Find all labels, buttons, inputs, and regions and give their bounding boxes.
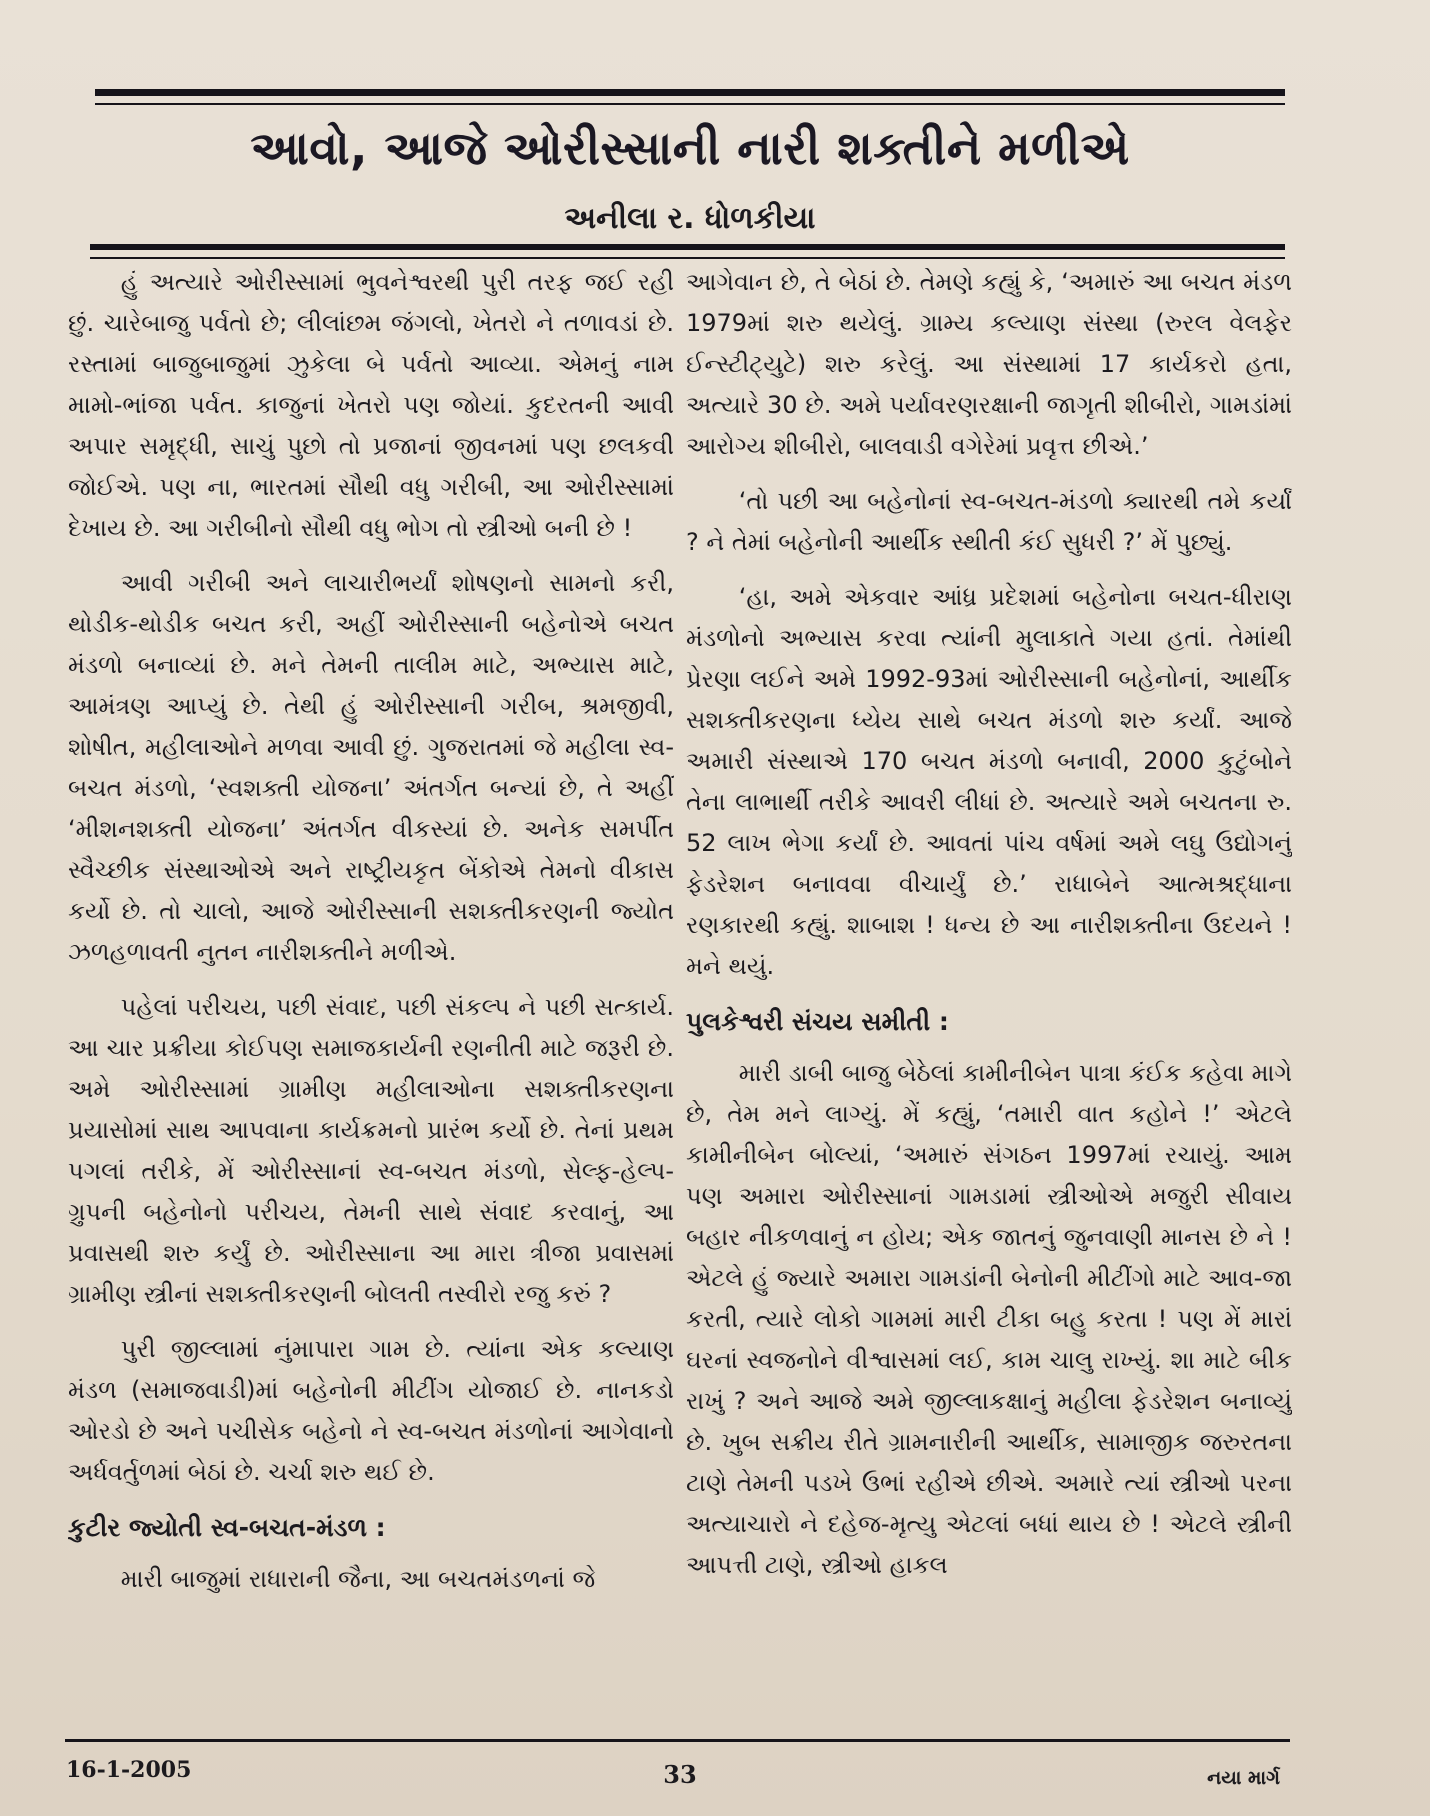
- paragraph: આગેવાન છે, તે બેઠાં છે. તેમણે કહ્યું કે, ‘અમારું આ બચત મંડળ 1979માં શરુ થયેલું. ગ્રામ્ય કલ્યાણ સંસ્થા (રુરલ વેલફેર ઈન્સ્ટીટ્યુટે) શરુ કરેલું. આ સંસ્થામાં 17 કાર્યકરો હતા, અત્યારે 30 છે. અમે પર્યાવરણરક્ષાની જાગૃતી શીબીરો, ગામડાંમાં આરોગ્ય શીબીરો, બાલવાડી વગેરેમાં પ્રવૃત્ત છીએ.’: [686, 268, 1292, 460]
- paragraph: હું અત્યારે ઓરીસ્સામાં ભુવનેશ્વરથી પુરી તરફ જઈ રહી છું. ચારેબાજુ પર્વતો છે; લીલાંછમ જંગલો, ખેતરો ને તળાવડાં છે. રસ્તામાં બાજુબાજુમાં ઝુકેલા બે પર્વતો આવ્યા. એમનું નામ મામો-ભાંજા પર્વત. કાજુનાં ખેતરો પણ જોયાં. કુદરતની આવી અપાર સમૃદ્ધી, સાચું પુછો તો પ્રજાનાં જીવનમાં પણ છલકવી જોઈએ. પણ ના, ભારતમાં સૌથી વધુ ગરીબી, આ ઓરીસ્સામાં દેખાય છે. આ ગરીબીનો સૌથી વધુ ભોગ તો સ્ત્રીઓ બની છે !: [68, 268, 674, 542]
- paragraph: પહેલાં પરીચય, પછી સંવાદ, પછી સંકલ્પ ને પછી સત્કાર્ય. આ ચાર પ્રક્રીયા કોઈપણ સમાજકાર્યની રણનીતી માટે જરૂરી છે. અમે ઓરીસ્સામાં ગ્રામીણ મહીલાઓના સશક્તીકરણના પ્રયાસોમાં સાથ આપવાના કાર્યક્રમનો પ્રારંભ કર્યો છે. તેનાં પ્રથમ પગલાં તરીકે, મેં ઓરીસ્સાનાં સ્વ-બચત મંડળો, સેલ્ફ-હેલ્પ-ગ્રુપની બહેનોનો પરીચય, તેમની સાથે સંવાદ કરવાનું, આ પ્રવાસથી શરુ કર્યું છે. ઓરીસ્સાના આ મારા ત્રીજા પ્રવાસમાં ગ્રામીણ સ્ત્રીનાં સશક્તીકરણની બોલતી તસ્વીરો રજુ કરું ?: [68, 993, 674, 1308]
- paragraph: ‘તો પછી આ બહેનોનાં સ્વ-બચત-મંડળો ક્યારથી તમે કર્યાં ? ને તેમાં બહેનોની આર્થીક સ્થીતી કંઈ સુધરી ?’ મેં પુછ્યું.: [686, 487, 1292, 556]
- paragraph: આવી ગરીબી અને લાચારીભર્યાં શોષણનો સામનો કરી, થોડીક-થોડીક બચત કરી, અહીં ઓરીસ્સાની બહેનોએ બચત મંડળો બનાવ્યાં છે. મને તેમની તાલીમ માટે, અભ્યાસ માટે, આમંત્રણ આપ્યું છે. તેથી હું ઓરીસ્સાની ગરીબ, શ્રમજીવી, શોષીત, મહીલાઓને મળવા આવી છું. ગુજરાતમાં જે મહીલા સ્વ-બચત મંડળો, ‘સ્વશક્તી યોજના’ અંતર્ગત બન્યાં છે, તે અહીં ‘મીશનશક્તી યોજના’ અંતર્ગત વીકસ્યાં છે. અનેક સમર્પીત સ્વૈચ્છીક સંસ્થાઓએ અને રાષ્ટ્રીયકૃત બેંકોએ તેમનો વીકાસ કર્યો છે. તો ચાલો, આજે ઓરીસ્સાની સશક્તીકરણની જ્યોત ઝળહળાવતી નુતન નારીશક્તીને મળીએ.: [68, 569, 674, 966]
- paragraph: પુરી જીલ્લામાં નુંમાપારા ગામ છે. ત્યાંના એક કલ્યાણ મંડળ (સમાજવાડી)માં બહેનોની મીટીંગ યોજાઈ છે. નાનકડો ઓરડો છે અને પચીસેક બહેનો ને સ્વ-બચત મંડળોનાં આગેવાનો અર્ધવર્તુળમાં બેઠાં છે. ચર્ચા શરુ થઈ છે.: [68, 1335, 674, 1486]
- issue-date: 16-1-2005: [66, 1757, 192, 1783]
- page-number: 33: [663, 1760, 697, 1789]
- journal-name: નયા માર્ગ: [1207, 1767, 1280, 1789]
- right-column: [686, 262, 1292, 1732]
- paragraph: મારી ડાબી બાજુ બેઠેલાં કામીનીબેન પાત્રા કંઈક કહેવા માગે છે, તેમ મને લાગ્યું. મેં કહ્યું, ‘તમારી વાત કહોને !’ એટલે કામીનીબેન બોલ્યાં, ‘અમારું સંગઠન 1997માં રચાયું. આમ પણ અમારા ઓરીસ્સાનાં ગામડામાં સ્ત્રીઓએ મજુરી સીવાય બહાર નીકળવાનું ન હોય; એક જાતનું જુનવાણી માનસ છે ને ! એટલે હું જ્યારે અમારા ગામડાંની બેનોની મીટીંગો માટે આવ-જા કરતી, ત્યારે લોકો ગામમાં મારી ટીકા બહુ કરતા ! પણ મેં મારાં ઘરનાં સ્વજનોને વીશ્વાસમાં લઈ, કામ ચાલુ રાખ્યું. શા માટે બીક રાખું ? અને આજે અમે જીલ્લાકક્ષાનું મહીલા ફેડરેશન બનાવ્યું છે. ખુબ સક્રીય રીતે ગ્રામનારીની આર્થીક, સામાજીક જરુરતના ટાણે તેમની પડખે ઉભાં રહીએ છીએ. અમારે ત્યાં સ્ત્રીઓ પરના અત્યાચારો ને દહેજ-મૃત્યુ એટલાં બધાં થાય છે ! એટલે સ્ત્રીની આપત્તી ટાણે, સ્ત્રીઓ હાકલ: [686, 1059, 1292, 1579]
- footer-rule: [65, 1739, 1290, 1742]
- header-rule-thin: [90, 257, 1285, 259]
- section-heading: પુલકેશ્વરી સંચય સમીતી :: [686, 1007, 949, 1036]
- paragraph: ‘હા, અમે એકવાર આંધ્ર પ્રદેશમાં બહેનોના બચત-ધીરાણ મંડળોનો અભ્યાસ કરવા ત્યાંની મુલાકાતે ગયા હતાં. તેમાંથી પ્રેરણા લઈને અમે 1992-93માં ઓરીસ્સાની બહેનોનાં, આર્થીક સશક્તીકરણના ધ્યેય સાથે બચત મંડળો શરુ કર્યાં. આજે અમારી સંસ્થાએ 170 બચત મંડળો બનાવી, 2000 કુટુંબોને તેના લાભાર્થી તરીકે આવરી લીધાં છે. અત્યારે અમે બચતના રુ. 52 લાખ ભેગા કર્યાં છે. આવતાં પાંચ વર્ષમાં અમે લઘુ ઉદ્યોગનું ફેડરેશન બનાવવા વીચાર્યું છે.’ રાધાબેને આત્મશ્રદ્ધાના રણકારથી કહ્યું. શાબાશ ! ધન્ય છે આ નારીશક્તીના ઉદયને ! મને થયું.: [686, 583, 1292, 980]
- article-title: આવો, આજે ઓરીસ્સાની નારી શક્તીને મળીએ: [250, 121, 1130, 175]
- header-rule: [90, 244, 1285, 250]
- article-author: અનીલા ર. ધોળકીયા: [564, 201, 816, 236]
- top-rule-thin: [95, 103, 1285, 105]
- paragraph: મારી બાજુમાં રાધારાની જૈના, આ બચતમંડળનાં જે: [120, 1565, 596, 1593]
- left-column: [68, 262, 674, 1732]
- top-rule: [95, 89, 1285, 96]
- section-heading: કુટીર જ્યોતી સ્વ-બચત-મંડળ :: [68, 1513, 386, 1542]
